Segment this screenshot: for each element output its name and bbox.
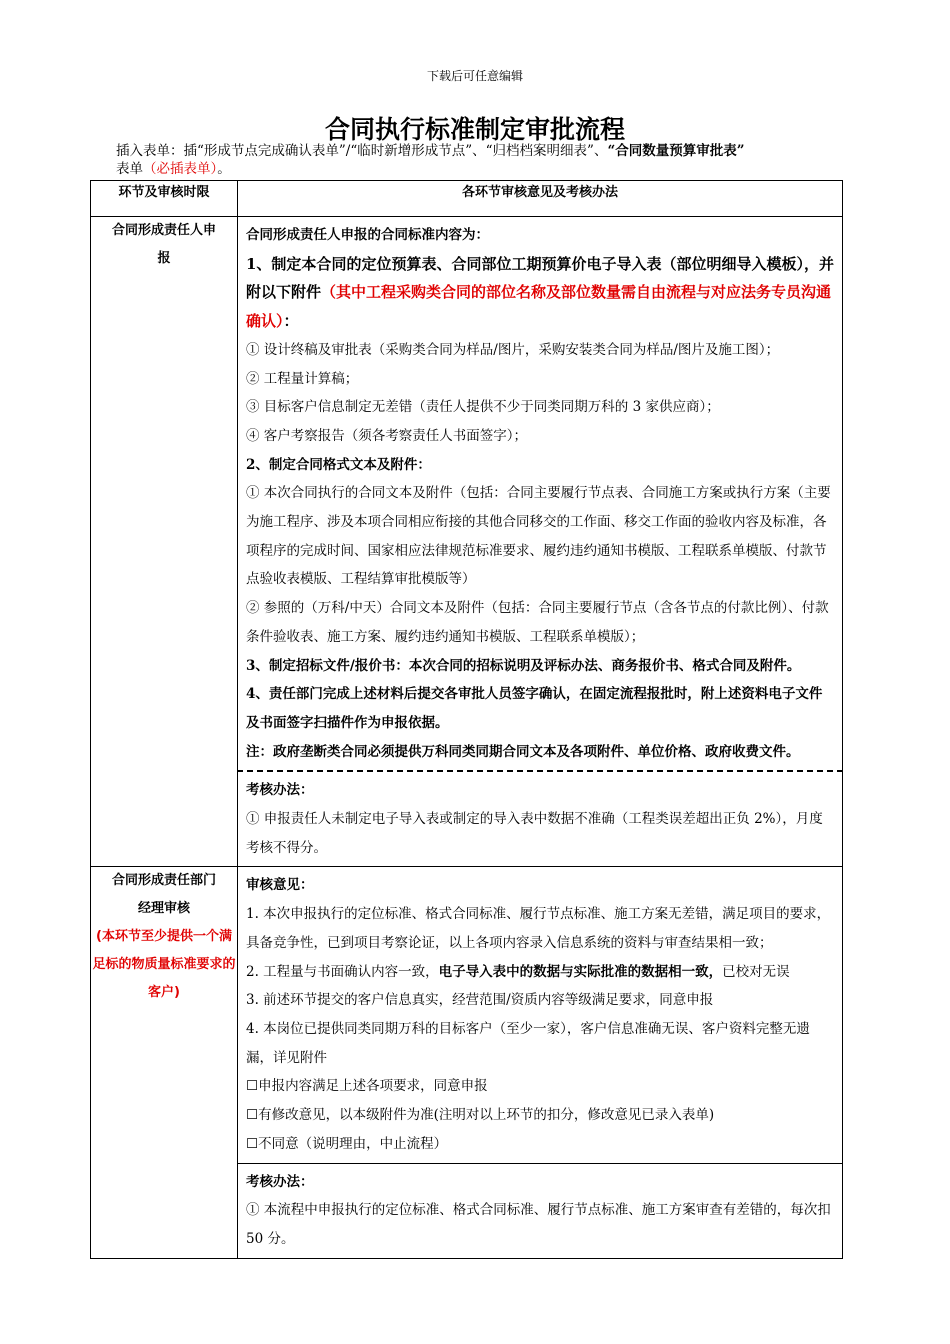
column-header-step: 环节及审核时限 [91,181,238,217]
list-item: ② 参照的（万科/中天）合同文本及附件（包括：合同主要履行节点（含各节点的付款比例）、付款条件验收表、施工方案、履约违约通知书模版、工程联系单模版）； [246,600,829,645]
list-item: ③ 目标客户信息制定无差错（责任人提供不少于同类同期万科的 3 家供应商）； [246,399,720,416]
step-label: 合同形成责任部门 [111,873,216,889]
step-label: 合同形成责任人申 [111,223,216,238]
list-item: ② 工程量计算稿； [246,370,359,387]
review-item-3: 3. 前述环节提交的客户信息真实，经营范围/资质内容等级满足要求，同意申报 [246,992,714,1009]
list-item: ① 本次合同执行的合同文本及附件（包括：合同主要履行节点表、合同施工方案或执行方案（主要为施工程序、涉及本项合同相应衔接的其他合同移交的工作面、移交工作面的验收内容及标准，各项程序的完成时间、国家相应法律规范标准要求、履约违约通知书模版、工程联系单模版、付款节点验收表模版、工程结算审批模版等） [246,485,831,588]
insert-note-suffix: 。 [217,161,231,177]
review-item-2-a: 2. 工程量与书面确认内容一致， [246,963,439,980]
item-1-red-note: （其中工程采购类合同的部位名称及部位数量需自由流程与对应法务专员沟通确认） [246,283,832,331]
assessment-cell-manager [238,1163,843,1258]
item-1-end: ： [283,312,299,331]
list-item: ① 设计终稿及审批表（采购类合同为样品/图片，采购安装类合同为样品/图片及施工图）； [246,341,780,358]
option-checkbox-modify[interactable]: ☐有修改意见，以本级附件为准(注明对以上环节的扣分，修改意见已录入表单) [246,1107,715,1124]
review-item-2 [246,958,834,987]
item-1 [246,250,834,336]
column-header-review: 各环节审核意见及考核办法 [238,181,843,217]
assessment-title: 考核办法： [246,782,314,799]
item-1-text: 1、制定本合同的定位预算表、合同部位工期预算价电子导入表（部位明细导入模板），并附以下附件 [246,254,834,302]
review-title: 审核意见： [246,877,314,894]
insert-note-line2: 表单 [116,161,143,177]
item-2: 2、制定合同格式文本及附件： [246,456,431,473]
insert-note-bold: “合同数量预算审批表” [607,143,745,159]
table-row [91,867,843,1163]
content-cell-manager [238,867,843,1163]
item-3: 3、制定招标文件/报价书：本次合同的招标说明及评标办法、商务报价书、格式合同及附件。 [246,657,801,674]
table-header-row [91,181,843,217]
assessment-cell-applicant [238,771,843,867]
government-note: 注：政府垄断类合同必须提供万科同类同期合同文本及各项附件、单位价格、政府收费文件。 [246,743,800,760]
list-item: ④ 客户考察报告（须各考察责任人书面签字）； [246,427,528,444]
assessment-title: 考核办法： [246,1173,314,1190]
required-form-tag: （必插表单） [143,161,218,177]
step-label: 经理审核 [137,901,190,917]
applicant-intro: 合同形成责任人申报的合同标准内容为： [246,227,489,243]
review-item-1: 1. 本次申报执行的定位标准、格式合同标准、履行节点标准、施工方案无差错，满足项目的要求，具备竞争性，已到项目考察论证，以上各项内容录入信息系统的资料与审查结果相一致； [246,906,831,951]
page-header-note: 下载后可任意编辑 [426,69,523,83]
review-item-2-bold: 电子导入表中的数据与实际批准的数据相一致， [438,963,723,980]
option-checkbox-reject[interactable]: ☐不同意（说明理由，中止流程） [246,1135,448,1152]
step-cell-applicant [91,217,238,867]
insert-form-note [116,142,844,178]
option-checkbox-agree[interactable]: ☐申报内容满足上述各项要求，同意申报 [246,1078,488,1095]
item-4: 4、责任部门完成上述材料后提交各审批人员签字确认，在固定流程报批时，附上述资料电子文件及书面签字扫描件作为申报依据。 [246,686,823,731]
content-cell-applicant [238,217,843,772]
step-requirement-note: (本环节至少提供一个满足标的物质量标准要求的客户) [92,929,236,1001]
table-row [91,217,843,772]
review-item-4: 4. 本岗位已提供同类同期万科的目标客户（至少一家），客户信息准确无误、客户资料完整无遗漏，详见附件 [246,1020,810,1066]
step-cell-manager [91,867,238,1258]
assessment-text: ① 本流程中申报执行的定位标准、格式合同标准、履行节点标准、施工方案审查有差错的，每次扣50 分。 [246,1202,831,1247]
insert-note-text: 插入表单：插“形成节点完成确认表单”/“临时新增形成节点”、“归档档案明细表”、 [116,143,608,159]
review-item-2-c: 已校对无误 [722,963,790,980]
approval-table [90,180,843,1259]
step-label: 报 [157,251,171,266]
document-title: 合同执行标准制定审批流程 [324,115,625,144]
assessment-text: ① 申报责任人未制定电子导入表或制定的导入表中数据不准确（工程类误差超出正负 2%），月度考核不得分。 [246,811,823,856]
